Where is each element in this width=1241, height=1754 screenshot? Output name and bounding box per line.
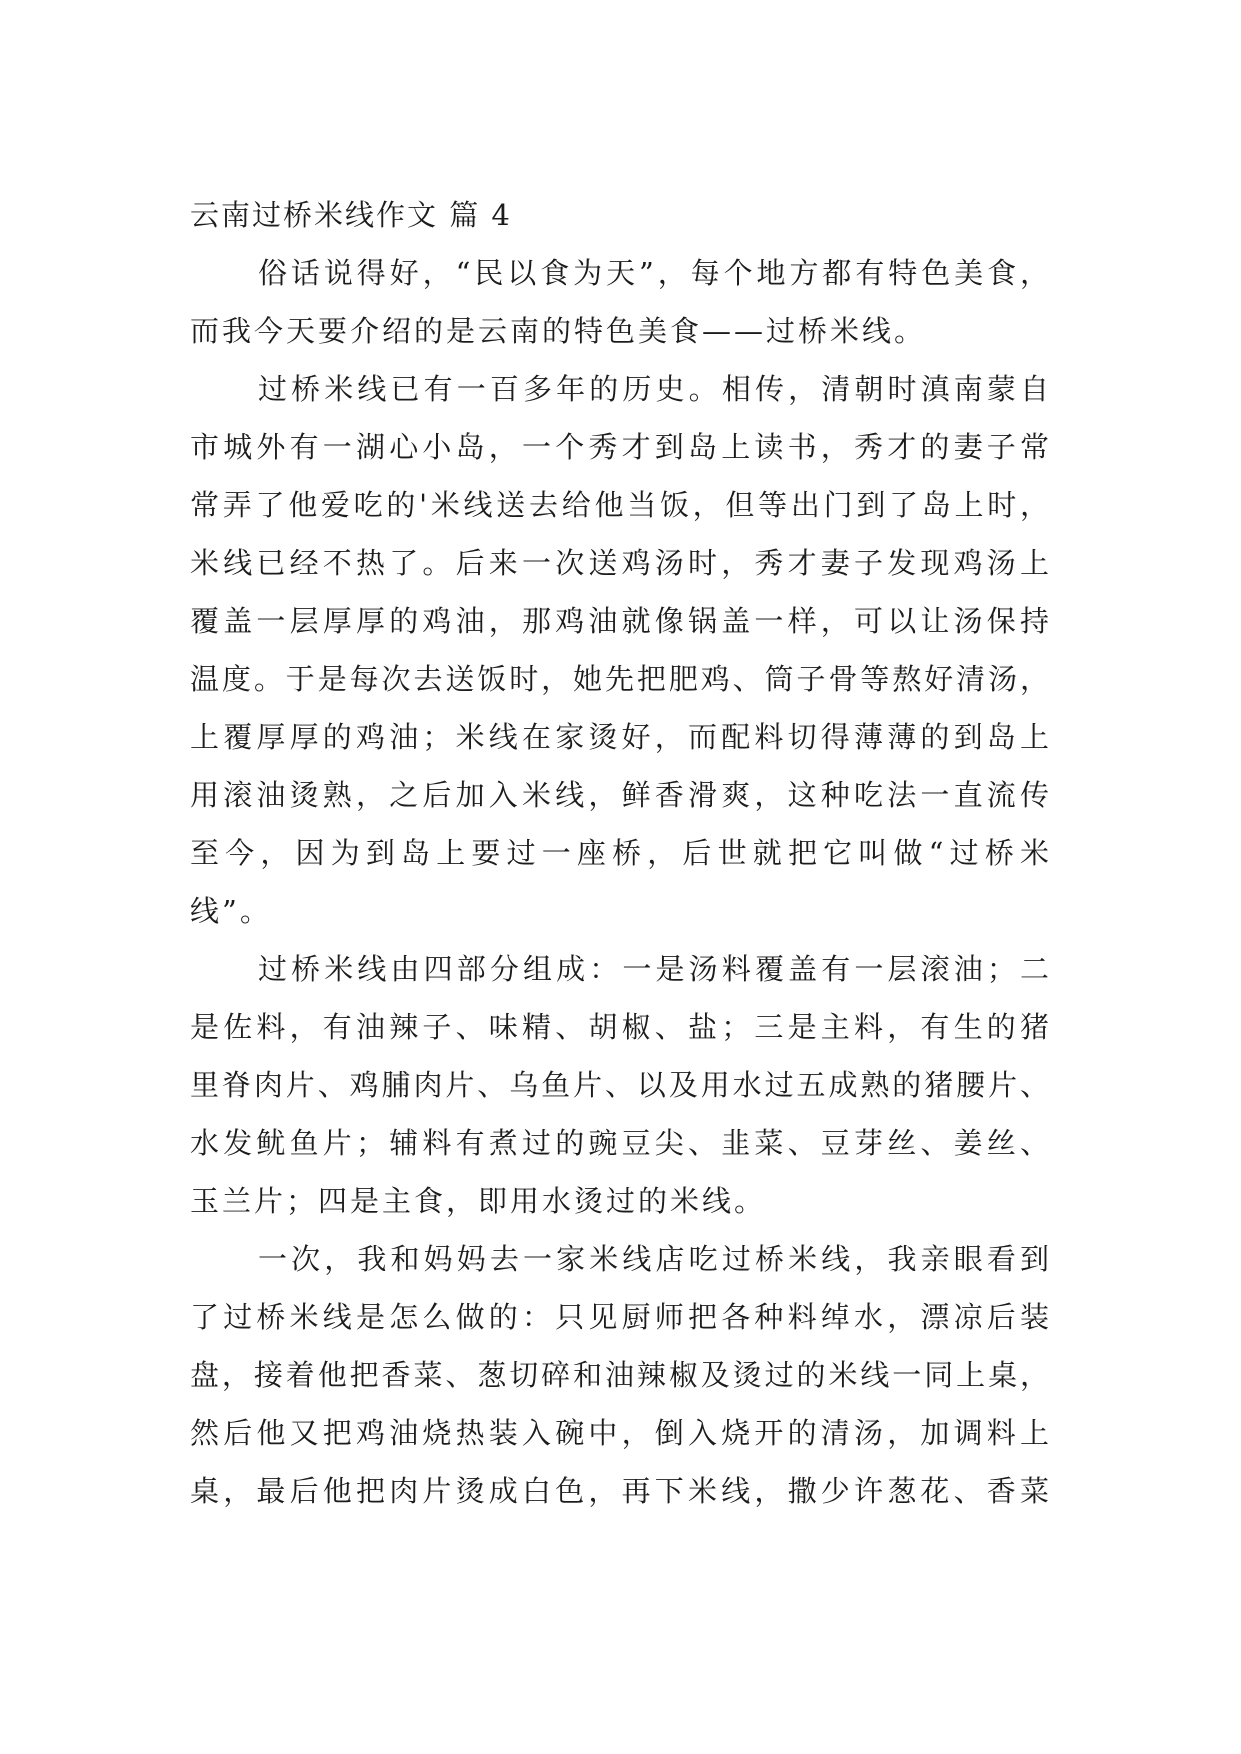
paragraph-1 [190,244,1050,360]
text-line: 了过桥米线是怎么做的：只见厨师把各种料绰水，漂凉后装 [190,1300,1050,1334]
text-line: 上覆厚厚的鸡油；米线在家烫好，而配料切得薄薄的到岛上 [190,720,1050,754]
text-line: 米线已经不热了。后来一次送鸡汤时，秀才妻子发现鸡汤上 [190,546,1050,580]
text-line: 用滚油烫熟，之后加入米线，鲜香滑爽，这种吃法一直流传 [190,778,1050,812]
text-line: 市城外有一湖心小岛，一个秀才到岛上读书，秀才的妻子常 [190,430,1050,464]
paragraph-4 [190,1230,1050,1520]
text-line: 里脊肉片、鸡脯肉片、乌鱼片、以及用水过五成熟的猪腰片、 [190,1068,1050,1102]
text-line: 温度。于是每次去送饭时，她先把肥鸡、筒子骨等熬好清汤， [190,662,1050,696]
text-line: 桌，最后他把肉片烫成白色，再下米线，撒少许葱花、香菜 [190,1474,1050,1508]
text-line: 俗话说得好，“民以食为天”，每个地方都有特色美食， [258,256,1050,290]
text-line: 而我今天要介绍的是云南的特色美食——过桥米线。 [190,314,927,348]
text-line: 一次，我和妈妈去一家米线店吃过桥米线，我亲眼看到 [258,1242,1050,1276]
document-body [190,186,1050,1520]
text-line: 覆盖一层厚厚的鸡油，那鸡油就像锅盖一样，可以让汤保持 [190,604,1050,638]
paragraph-3 [190,940,1050,1230]
text-line: 线”。 [190,894,272,928]
text-line: 过桥米线已有一百多年的历史。相传，清朝时滇南蒙自 [258,372,1050,406]
text-line: 然后他又把鸡油烧热装入碗中，倒入烧开的清汤，加调料上 [190,1416,1050,1450]
text-line: 常弄了他爱吃的'米线送去给他当饭，但等出门到了岛上时， [190,488,1050,522]
text-line: 是佐料，有油辣子、味精、胡椒、盐；三是主料，有生的猪 [190,1010,1050,1044]
text-line: 过桥米线由四部分组成：一是汤料覆盖有一层滚油；二 [258,952,1050,986]
text-line: 至今，因为到岛上要过一座桥，后世就把它叫做“过桥米 [190,836,1050,870]
document-title: 云南过桥米线作文 篇 4 [190,198,512,232]
text-line: 盘，接着他把香菜、葱切碎和油辣椒及烫过的米线一同上桌， [190,1358,1050,1392]
text-line: 水发鱿鱼片；辅料有煮过的豌豆尖、韭菜、豆芽丝、姜丝、 [190,1126,1050,1160]
paragraph-2 [190,360,1050,940]
text-line: 玉兰片；四是主食，即用水烫过的米线。 [190,1184,767,1218]
